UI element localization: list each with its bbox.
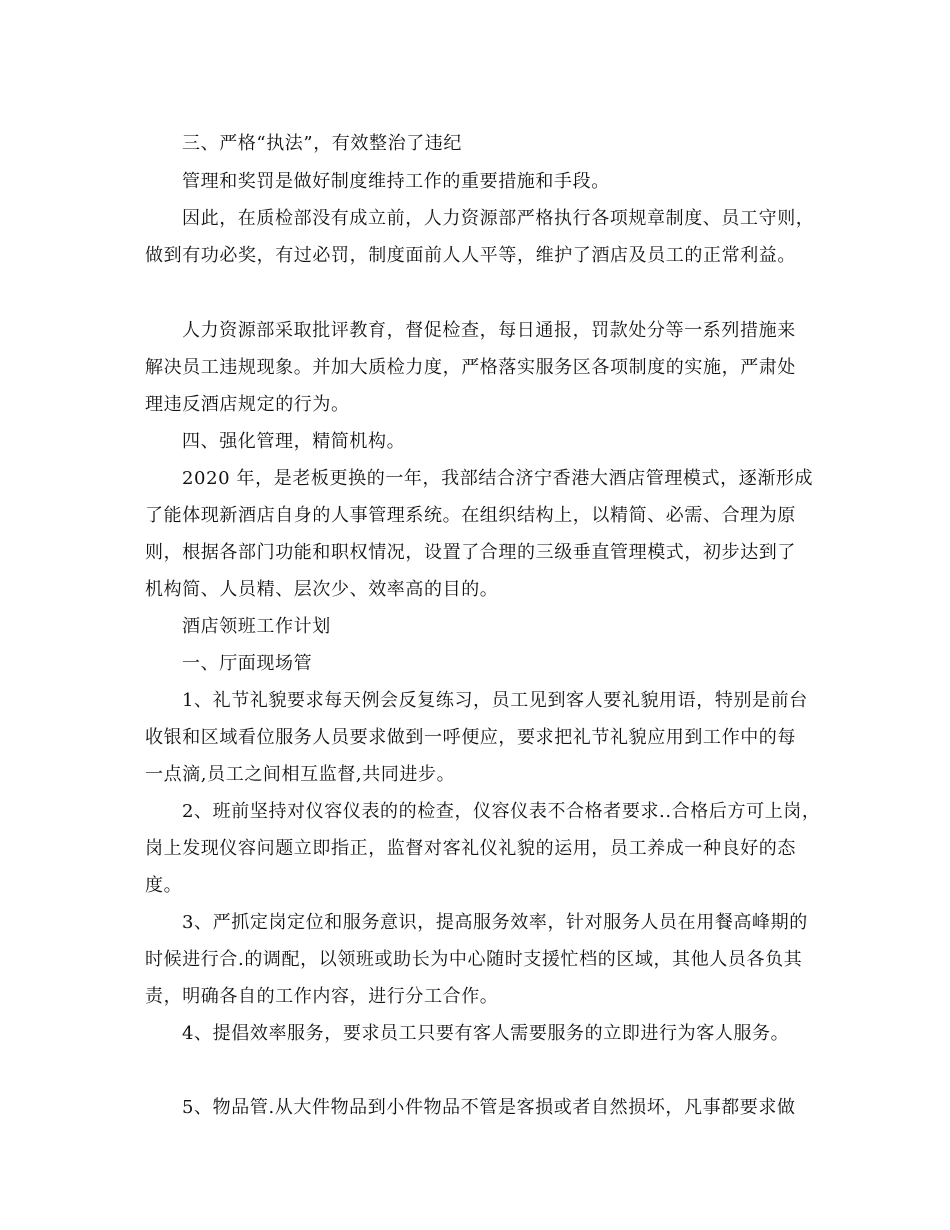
paragraph-line: 则，根据各部门功能和职权情况，设置了合理的三级垂直管理模式，初步达到了 [145,542,796,563]
section-heading: 一、厅面现场管 [182,653,313,674]
paragraph-line: 因此，在质检部没有成立前，人力资源部严格执行各项规章制度、员工守则， [182,208,815,229]
paragraph-line: 度。 [145,875,183,896]
paragraph-line: 1、礼节礼貌要求每天例会反复练习，员工见到客人要礼貌用语，特别是前台 [182,690,808,711]
paragraph-line: 人力资源部采取批评教育，督促检查，每日通报，罚款处分等一系列措施来 [182,320,796,341]
paragraph-line: 2020 年，是老板更换的一年，我部结合济宁香港大酒店管理模式，逐渐形成 [182,468,814,489]
paragraph-line: 机构简、人员精、层次少、效率高的目的。 [145,579,499,600]
paragraph-line: 3、严抓定岗定位和服务意识，提高服务效率，针对服务人员在用餐高峰期的 [182,912,808,933]
paragraph-line: 了能体现新酒店自身的人事管理系统。在组织结构上，以精简、必需、合理为原 [145,505,796,526]
paragraph-line: 一点滴,员工之间相互监督,共同进步。 [145,764,456,785]
paragraph-line: 5、物品管.从大件物品到小件物品不管是客损或者自然损坏，凡事都要求做 [182,1097,796,1118]
paragraph-line: 4、提倡效率服务，要求员工只要有客人需要服务的立即进行为客人服务。 [182,1023,790,1044]
paragraph-line: 岗上发现仪容问题立即指正，监督对客礼仪礼貌的运用，员工养成一种良好的态 [145,838,796,859]
paragraph-line: 做到有功必奖，有过必罚，制度面前人人平等，维护了酒店及员工的正常利益。 [145,245,796,266]
section-heading: 四、强化管理，精简机构。 [182,431,406,452]
section-title: 酒店领班工作计划 [182,616,331,637]
paragraph-line: 收银和区域看位服务人员要求做到一呼便应，要求把礼节礼貌应用到工作中的每 [145,727,796,748]
paragraph-line: 时候进行合.的调配，以领班或助长为中心随时支援忙档的区域，其他人员各负其 [145,949,803,970]
paragraph-line: 三、严格“执法”，有效整治了违纪 [182,133,463,154]
paragraph-line: 理违反酒店规定的行为。 [145,394,350,415]
paragraph-line: 2、班前坚持对仪容仪表的的检查，仪容仪表不合格者要求..合格后方可上岗， [182,801,821,822]
paragraph-line: 管理和奖罚是做好制度维持工作的重要措施和手段。 [182,171,610,192]
paragraph-line: 解决员工违规现象。并加大质检力度，严格落实服务区各项制度的实施，严肃处 [145,357,796,378]
paragraph-line: 责，明确各自的工作内容，进行分工合作。 [145,986,499,1007]
